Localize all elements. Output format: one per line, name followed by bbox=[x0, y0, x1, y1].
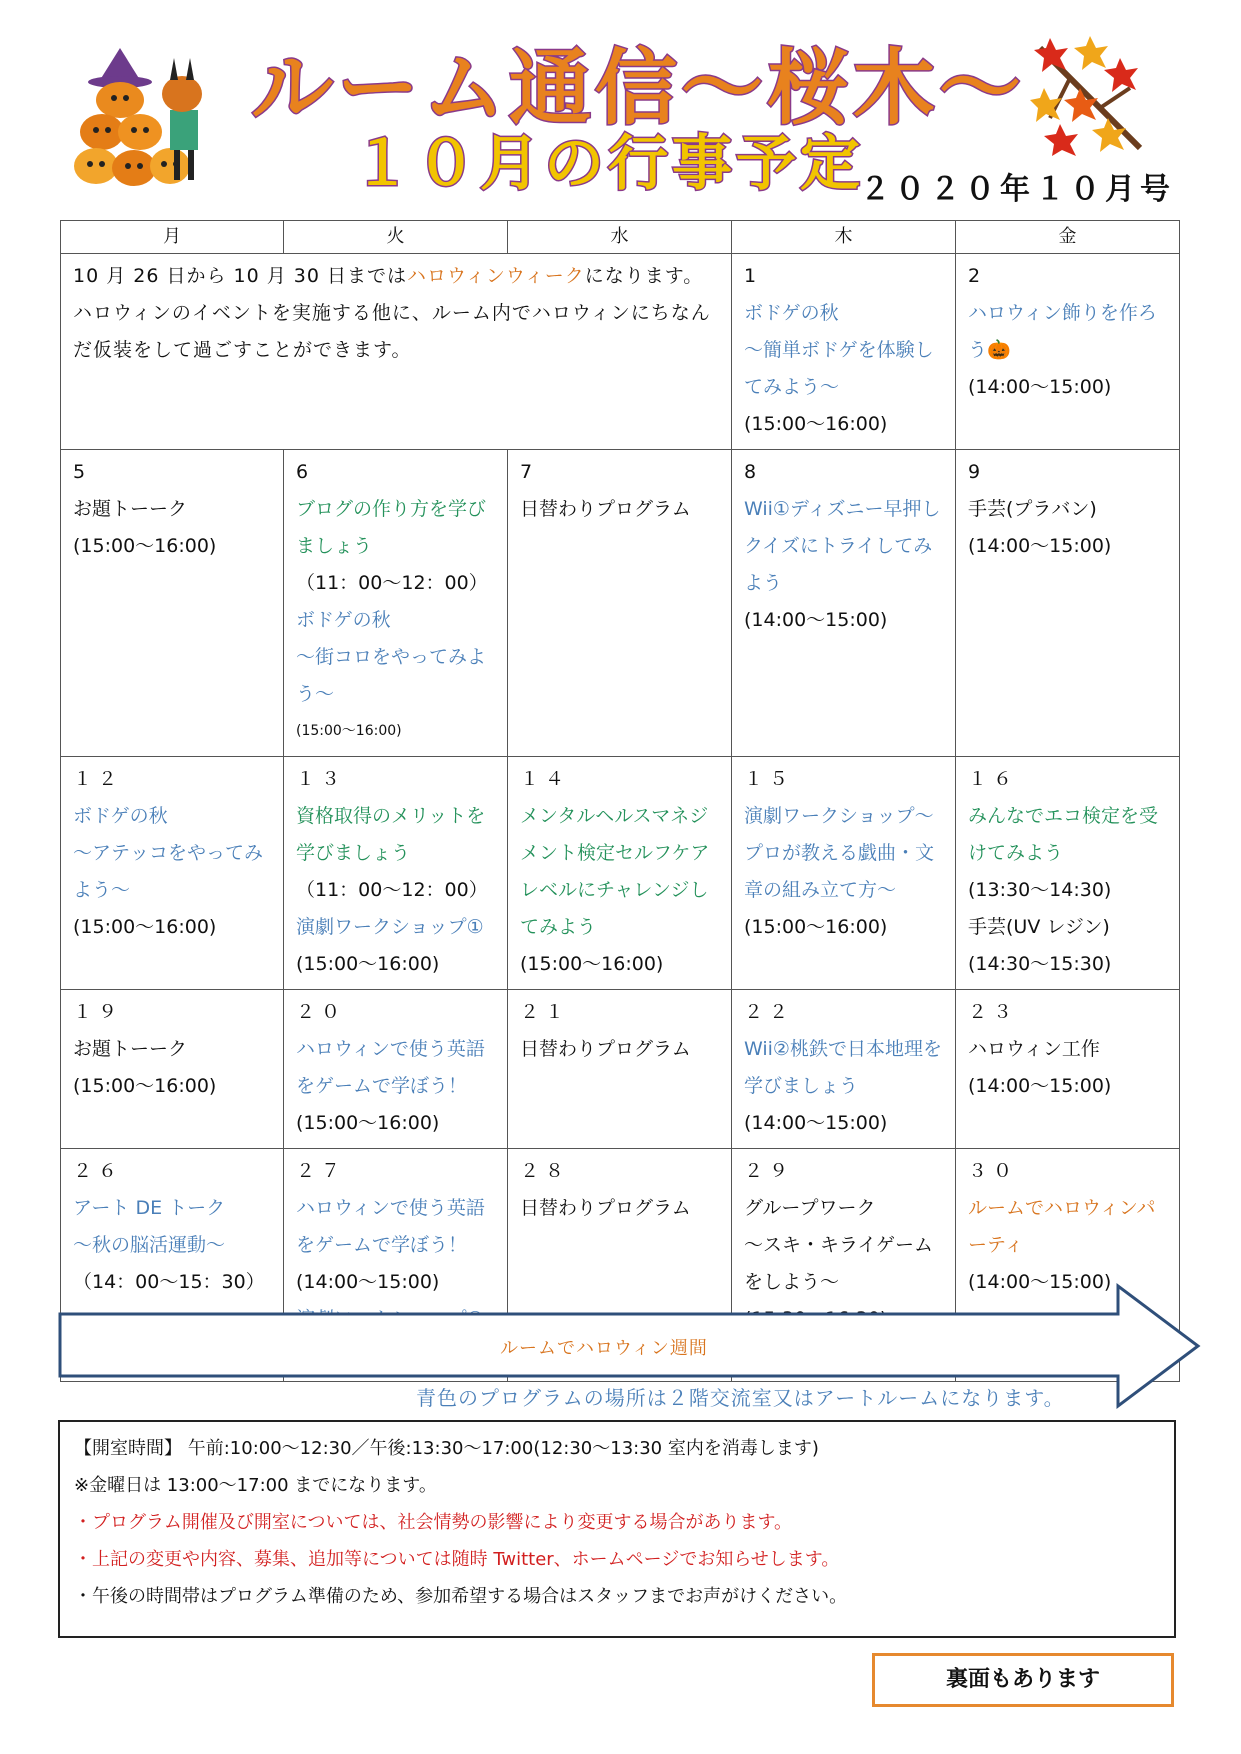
weekday-thu: 木 bbox=[732, 221, 956, 254]
day-number: １５ bbox=[744, 768, 795, 790]
day-cell bbox=[956, 254, 1180, 450]
event-line: (15:00～16:00) bbox=[73, 916, 217, 938]
event-line: 日替わりプログラム bbox=[520, 1038, 691, 1060]
event-line: (14:30～15:30) bbox=[968, 953, 1112, 975]
event-line: (15:00～16:00) bbox=[744, 413, 888, 435]
event-line: アート DE トーク bbox=[73, 1197, 226, 1219]
schedule-title-text: １０月の行事予定 bbox=[352, 129, 864, 199]
day-number: １２ bbox=[73, 768, 124, 790]
weekday-tue: 火 bbox=[284, 221, 508, 254]
event-line: みんなでエコ検定を受けてみよう bbox=[968, 805, 1159, 864]
event-line: ハロウィン工作 bbox=[968, 1038, 1100, 1060]
week-row-4 bbox=[61, 990, 1180, 1149]
event-line: （14：00～15：30） bbox=[73, 1271, 265, 1293]
day-number: ２７ bbox=[296, 1160, 347, 1182]
day-cell bbox=[956, 757, 1180, 990]
intro-text-post: になります。ハロウィンのイベントを実施する他に、ルーム内でハロウィンにちなんだ仮装をして過ごすことができます。 bbox=[73, 265, 711, 361]
week-row-3 bbox=[61, 757, 1180, 990]
day-number: １６ bbox=[968, 768, 1019, 790]
event-line: 手芸(UV レジン) bbox=[968, 916, 1110, 938]
opening-hours-line: 【開室時間】 午前:10:00～12:30／午後:13:30～17:00(12:30～13:30 室内を消毒します) bbox=[74, 1438, 819, 1459]
event-line: (14:00～15:00) bbox=[968, 1271, 1112, 1293]
day-cell bbox=[732, 757, 956, 990]
day-cell bbox=[956, 990, 1180, 1149]
event-line: ボドゲの秋 bbox=[296, 609, 391, 631]
day-number: ２０ bbox=[296, 1001, 347, 1023]
announcement-line: ・上記の変更や内容、募集、追加等については随時 Twitter、ホームページでお知らせします。 bbox=[74, 1549, 840, 1570]
event-line: お題トーーク bbox=[73, 1038, 188, 1060]
friday-hours-line: ※金曜日は 13:00～17:00 までになります。 bbox=[74, 1475, 437, 1496]
event-line: ～アテッコをやってみよう～ bbox=[73, 842, 264, 901]
event-line: （11：00～12：00） bbox=[296, 572, 488, 594]
event-line: (14:00～15:00) bbox=[968, 535, 1112, 557]
event-line: (14:00～15:00) bbox=[744, 609, 888, 631]
day-number: 9 bbox=[968, 461, 987, 483]
day-number: ２６ bbox=[73, 1160, 124, 1182]
event-line: ～簡単ボドゲを体験してみよう～ bbox=[744, 339, 934, 398]
day-cell bbox=[732, 990, 956, 1149]
weekday-header-row bbox=[61, 221, 1180, 254]
day-cell bbox=[508, 990, 732, 1149]
day-number: １９ bbox=[73, 1001, 124, 1023]
event-line: (14:00～15:00) bbox=[296, 1271, 440, 1293]
day-cell bbox=[61, 990, 284, 1149]
day-cell bbox=[508, 757, 732, 990]
day-number: 5 bbox=[73, 461, 92, 483]
week-row-1 bbox=[61, 254, 1180, 450]
blue-program-note: 青色のプログラムの場所は２階交流室又はアートルームになります。 bbox=[416, 1386, 1065, 1410]
schedule-title bbox=[352, 118, 864, 208]
day-number: １３ bbox=[296, 768, 347, 790]
event-line: ボドゲの秋 bbox=[744, 302, 839, 324]
event-line: ハロウィンで使う英語をゲームで学ぼう！ bbox=[296, 1038, 485, 1097]
event-line: 日替わりプログラム bbox=[520, 498, 691, 520]
event-line: グループワーク bbox=[744, 1197, 876, 1219]
event-line: ～スキ・キライゲームをしよう～ bbox=[744, 1234, 934, 1293]
event-line: ハロウィンで使う英語をゲームで学ぼう！ bbox=[296, 1197, 485, 1256]
day-cell bbox=[61, 757, 284, 990]
event-line: ハロウィン飾りを作ろう🎃 bbox=[968, 302, 1157, 361]
day-number: ２１ bbox=[520, 1001, 571, 1023]
event-line: お題トーーク bbox=[73, 498, 188, 520]
event-line: 演劇ワークショップ～プロが教える戯曲・文章の組み立て方～ bbox=[744, 805, 935, 901]
event-line: Wii①ディズニー早押しクイズにトライしてみよう bbox=[744, 498, 941, 594]
event-line: (15:00～16:00) bbox=[520, 953, 664, 975]
halloween-week-intro bbox=[61, 254, 732, 450]
event-line: ボドゲの秋 bbox=[73, 805, 168, 827]
event-line: (15:00～16:00) bbox=[73, 535, 217, 557]
event-line: (14:00～15:00) bbox=[968, 1075, 1112, 1097]
day-cell bbox=[284, 450, 508, 757]
afternoon-note-line: ・午後の時間帯はプログラム準備のため、参加希望する場合はスタッフまでお声がけください。 bbox=[74, 1586, 848, 1607]
event-line: 演劇ワークショップ① bbox=[296, 916, 484, 938]
event-line: (15:00～16:00) bbox=[296, 1112, 440, 1134]
event-line: ブログの作り方を学びましょう bbox=[296, 498, 487, 557]
weekday-wed: 水 bbox=[508, 221, 732, 254]
event-line: ルームでハロウィンパーティ bbox=[968, 1197, 1156, 1256]
day-cell bbox=[61, 450, 284, 757]
week-row-2 bbox=[61, 450, 1180, 757]
event-line: (15:00～16:00) bbox=[296, 723, 402, 739]
day-number: 7 bbox=[520, 461, 539, 483]
maple-leaves-illustration bbox=[1030, 28, 1150, 158]
day-number: ２９ bbox=[744, 1160, 795, 1182]
day-number: １４ bbox=[520, 768, 571, 790]
event-line: (15:00～16:00) bbox=[73, 1075, 217, 1097]
issue-date: ２０２０年１０月号 bbox=[860, 172, 1175, 207]
day-number: 6 bbox=[296, 461, 315, 483]
day-cell bbox=[284, 757, 508, 990]
event-line: Wii②桃鉄で日本地理を学びましょう bbox=[744, 1038, 942, 1097]
back-side-note: 裏面もあります bbox=[872, 1653, 1174, 1707]
day-cell bbox=[732, 254, 956, 450]
day-cell bbox=[284, 990, 508, 1149]
event-line: (15:00～16:00) bbox=[296, 953, 440, 975]
intro-text-pre: 10 月 26 日から 10 月 30 日までは bbox=[73, 265, 407, 287]
newsletter-title-text: ルーム通信～桜木～ bbox=[250, 41, 1026, 136]
pumpkin-illustration bbox=[70, 40, 230, 190]
event-line: (14:00～15:00) bbox=[744, 1112, 888, 1134]
day-number: ２３ bbox=[968, 1001, 1019, 1023]
calendar-table bbox=[60, 220, 1180, 1382]
event-line: （11：00～12：00） bbox=[296, 879, 488, 901]
opening-hours-box bbox=[58, 1420, 1176, 1638]
event-line: (13:30～14:30) bbox=[968, 879, 1112, 901]
event-line: メンタルヘルスマネジメント検定セルフケアレベルにチャレンジしてみよう bbox=[520, 805, 710, 938]
event-line: (15:00～16:00) bbox=[744, 916, 888, 938]
day-number: 2 bbox=[968, 265, 987, 287]
day-number: ２２ bbox=[744, 1001, 795, 1023]
day-number: ２８ bbox=[520, 1160, 571, 1182]
change-notice-line: ・プログラム開催及び開室については、社会情勢の影響により変更する場合があります。 bbox=[74, 1512, 793, 1533]
day-cell bbox=[508, 450, 732, 757]
event-line: ～秋の脳活運動～ bbox=[73, 1234, 226, 1256]
event-line: (14:00～15:00) bbox=[968, 376, 1112, 398]
weekday-fri: 金 bbox=[956, 221, 1180, 254]
event-line: 日替わりプログラム bbox=[520, 1197, 691, 1219]
intro-highlight: ハロウィンウィーク bbox=[407, 265, 585, 287]
day-number: ３０ bbox=[968, 1160, 1019, 1182]
event-line: ～街コロをやってみよう～ bbox=[296, 646, 487, 705]
day-number: 8 bbox=[744, 461, 763, 483]
halloween-week-label: ルームでハロウィン週間 bbox=[500, 1338, 708, 1359]
event-line: 資格取得のメリットを学びましょう bbox=[296, 805, 486, 864]
weekday-mon: 月 bbox=[61, 221, 284, 254]
day-number: 1 bbox=[744, 265, 763, 287]
event-line: 手芸(プラバン) bbox=[968, 498, 1097, 520]
day-cell bbox=[956, 450, 1180, 757]
day-cell bbox=[732, 450, 956, 757]
